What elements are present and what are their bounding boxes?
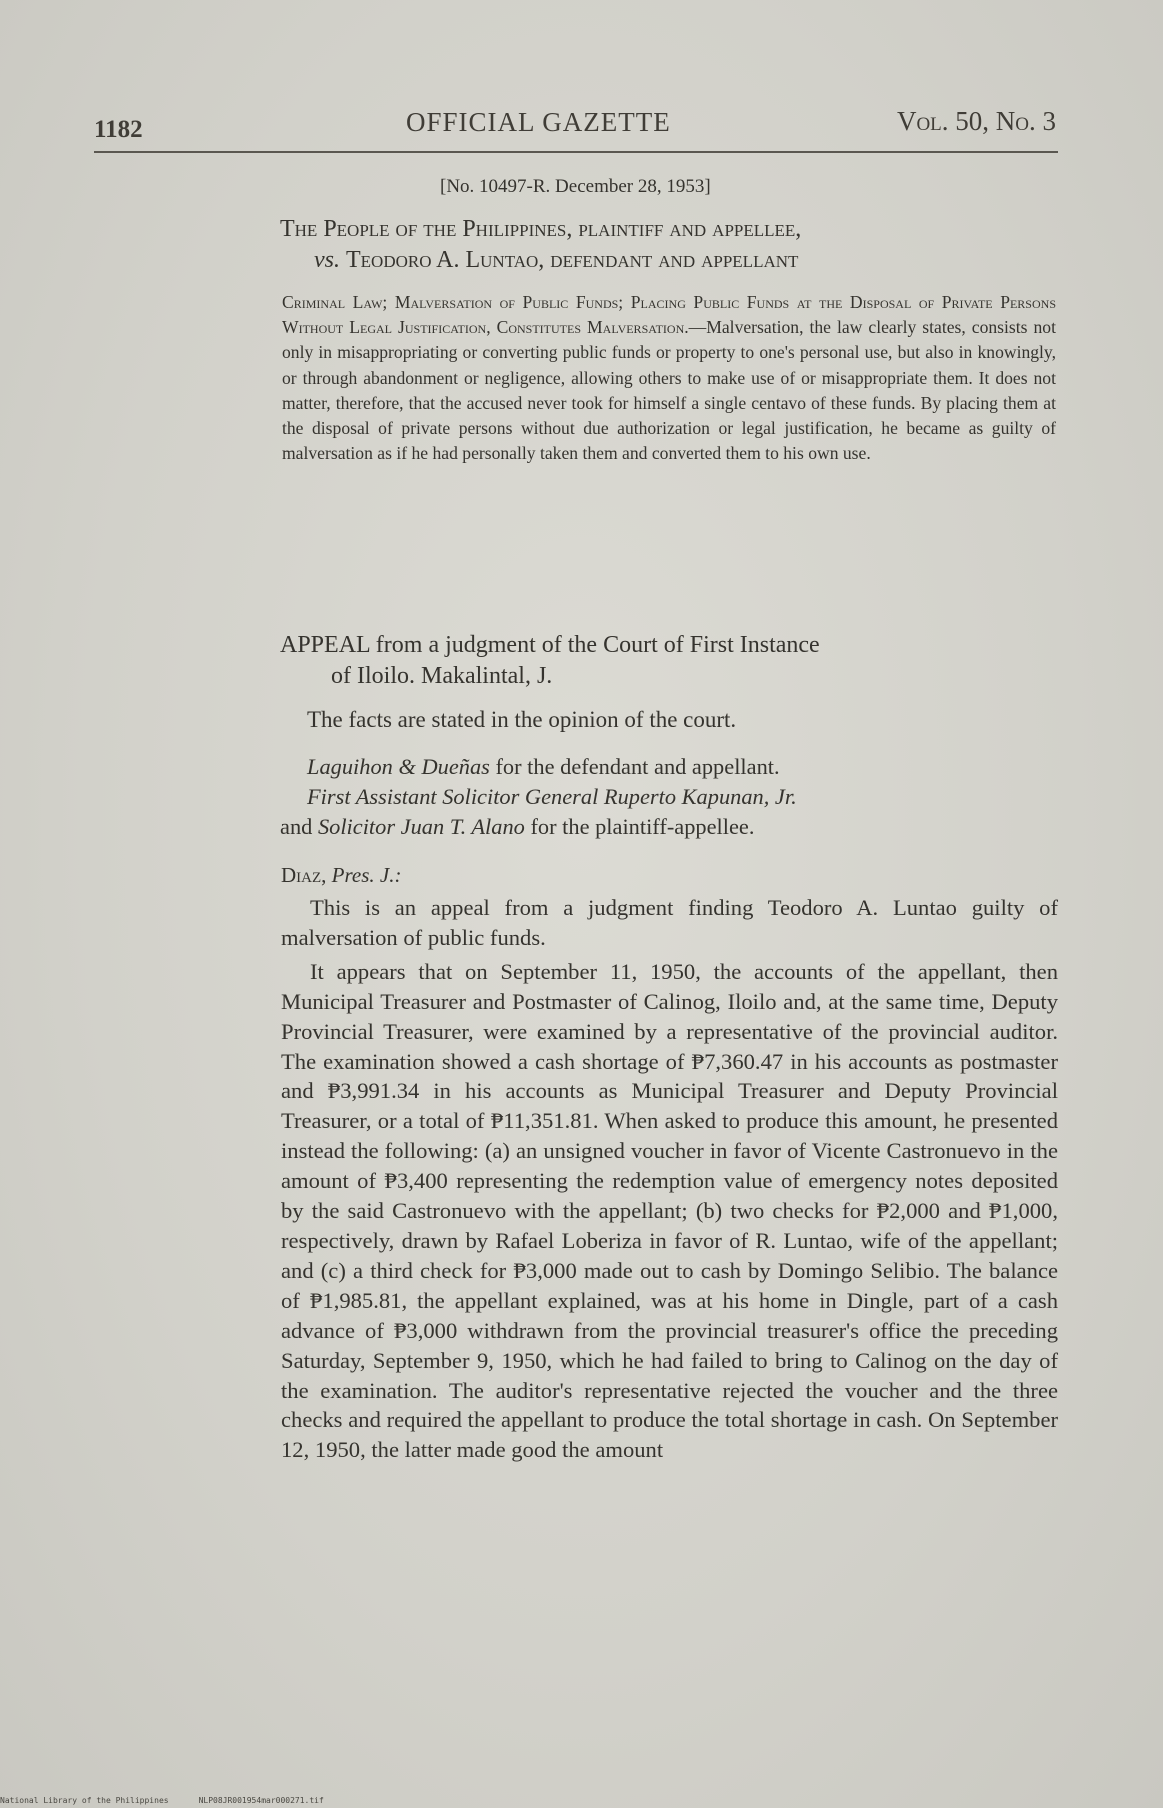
prosecution-counsel-name: First Assistant Solicitor General Ruperto Kapunan, Jr. bbox=[307, 784, 797, 809]
opinion-text bbox=[281, 893, 1058, 1465]
ponente bbox=[281, 863, 401, 888]
opinion-paragraph-2: It appears that on September 11, 1950, the accounts of the appellant, then Municipal Treasurer and Postmaster of Calinog, Iloilo and, at the same time, Deputy Provincial Treasurer, were examined by a representative of the provincial auditor. The examination showed a cash shortage of ₱7,360.47 in his accounts as postmaster and ₱3,991.34 in his accounts as Municipal Treasurer and Deputy Provincial Treasurer, or a total of ₱11,351.81. When asked to produce this amount, he presented instead the following: (a) an unsigned voucher in favor of Vicente Castronuevo in the amount of ₱3,400 representing the redemption value of emergency notes deposited by the said Castronuevo with the appellant; (b) two checks for ₱2,000 and ₱1,000, respectively, drawn by Rafael Loberiza in favor of R. Luntao, wife of the appellant; and (c) a third check for ₱3,000 made out to cash by Domingo Selibio. The balance of ₱1,985.81, the appellant explained, was at his home in Dingle, part of a cash advance of ₱3,000 withdrawn from the provincial treasurer's office the preceding Saturday, September 9, 1950, which he had failed to bring to Calinog on the day of the examination. The auditor's representative rejected the voucher and the three checks and required the appellant to produce the total shortage in cash. On September 12, 1950, the latter made good the amount bbox=[281, 958, 1058, 1463]
judge-name: Diaz, bbox=[281, 863, 327, 887]
parties-plaintiff: The People of the Philippines, plaintiff and appellee, bbox=[280, 216, 802, 242]
facts-statement: The facts are stated in the opinion of the court. bbox=[307, 707, 737, 732]
appeal-statement bbox=[280, 630, 1058, 692]
parties-defendant: Teodoro A. Luntao, defendant and appellant bbox=[346, 247, 799, 273]
prosecution-and: and bbox=[280, 814, 318, 839]
defense-counsel-role: for the defendant and appellant. bbox=[489, 754, 780, 779]
scan-footer bbox=[0, 1796, 354, 1805]
prosecution-counsel-1 bbox=[280, 782, 1060, 812]
opinion-paragraph-1: This is an appeal from a judgment finding Teodoro A. Luntao guilty of malversation of public funds. bbox=[281, 895, 1058, 950]
syllabus-heading: Criminal Law; Malversation of Public Funds; Placing Public Funds at the Disposal of Private Persons Without Legal Justification, Constitutes Malversation. bbox=[282, 292, 1056, 338]
footer-library: National Library of the Philippines bbox=[0, 1796, 169, 1805]
defense-counsel bbox=[280, 752, 1060, 782]
page-number: 1182 bbox=[94, 116, 143, 143]
syllabus bbox=[282, 290, 1056, 466]
publication-title: OFFICIAL GAZETTE bbox=[406, 107, 671, 137]
prosecution-counsel-role: for the plaintiff-appellee. bbox=[524, 814, 755, 839]
header-rule bbox=[94, 151, 1058, 153]
footer-file: NLP08JR001954mar000271.tif bbox=[198, 1796, 324, 1805]
appeal-line-2: of Iloilo. Makalintal, J. bbox=[331, 663, 553, 689]
prosecution-counsel-name-2: Solicitor Juan T. Alano bbox=[317, 814, 525, 839]
syllabus-text: —Malversation, the law clearly states, consists not only in misappropriating or converting public funds or property to one's personal use, but also in knowingly, or through abandonment or negligence, allowing others to make use of or misappropriate them. It does not matter, therefore, that the accused never took for himself a single centavo of these funds. By placing them at the disposal of private persons without due authorization or legal justification, he became as guilty of malversation as if he had personally taken them and converted them to his own use. bbox=[282, 317, 1056, 464]
page-header bbox=[94, 104, 1056, 144]
case-parties bbox=[280, 214, 1060, 276]
prosecution-counsel-2 bbox=[280, 812, 1060, 842]
judge-title: Pres. J.: bbox=[326, 863, 402, 887]
volume-number: Vol. 50, No. 3 bbox=[896, 106, 1056, 136]
counsel bbox=[280, 752, 1060, 842]
defense-counsel-name: Laguihon & Dueñas bbox=[307, 754, 490, 779]
docket-number: [No. 10497-R. December 28, 1953] bbox=[440, 176, 711, 197]
versus: vs. bbox=[314, 247, 340, 273]
appeal-line-1: APPEAL from a judgment of the Court of First Instance bbox=[280, 632, 820, 658]
parties-defendant-line bbox=[280, 245, 1060, 276]
